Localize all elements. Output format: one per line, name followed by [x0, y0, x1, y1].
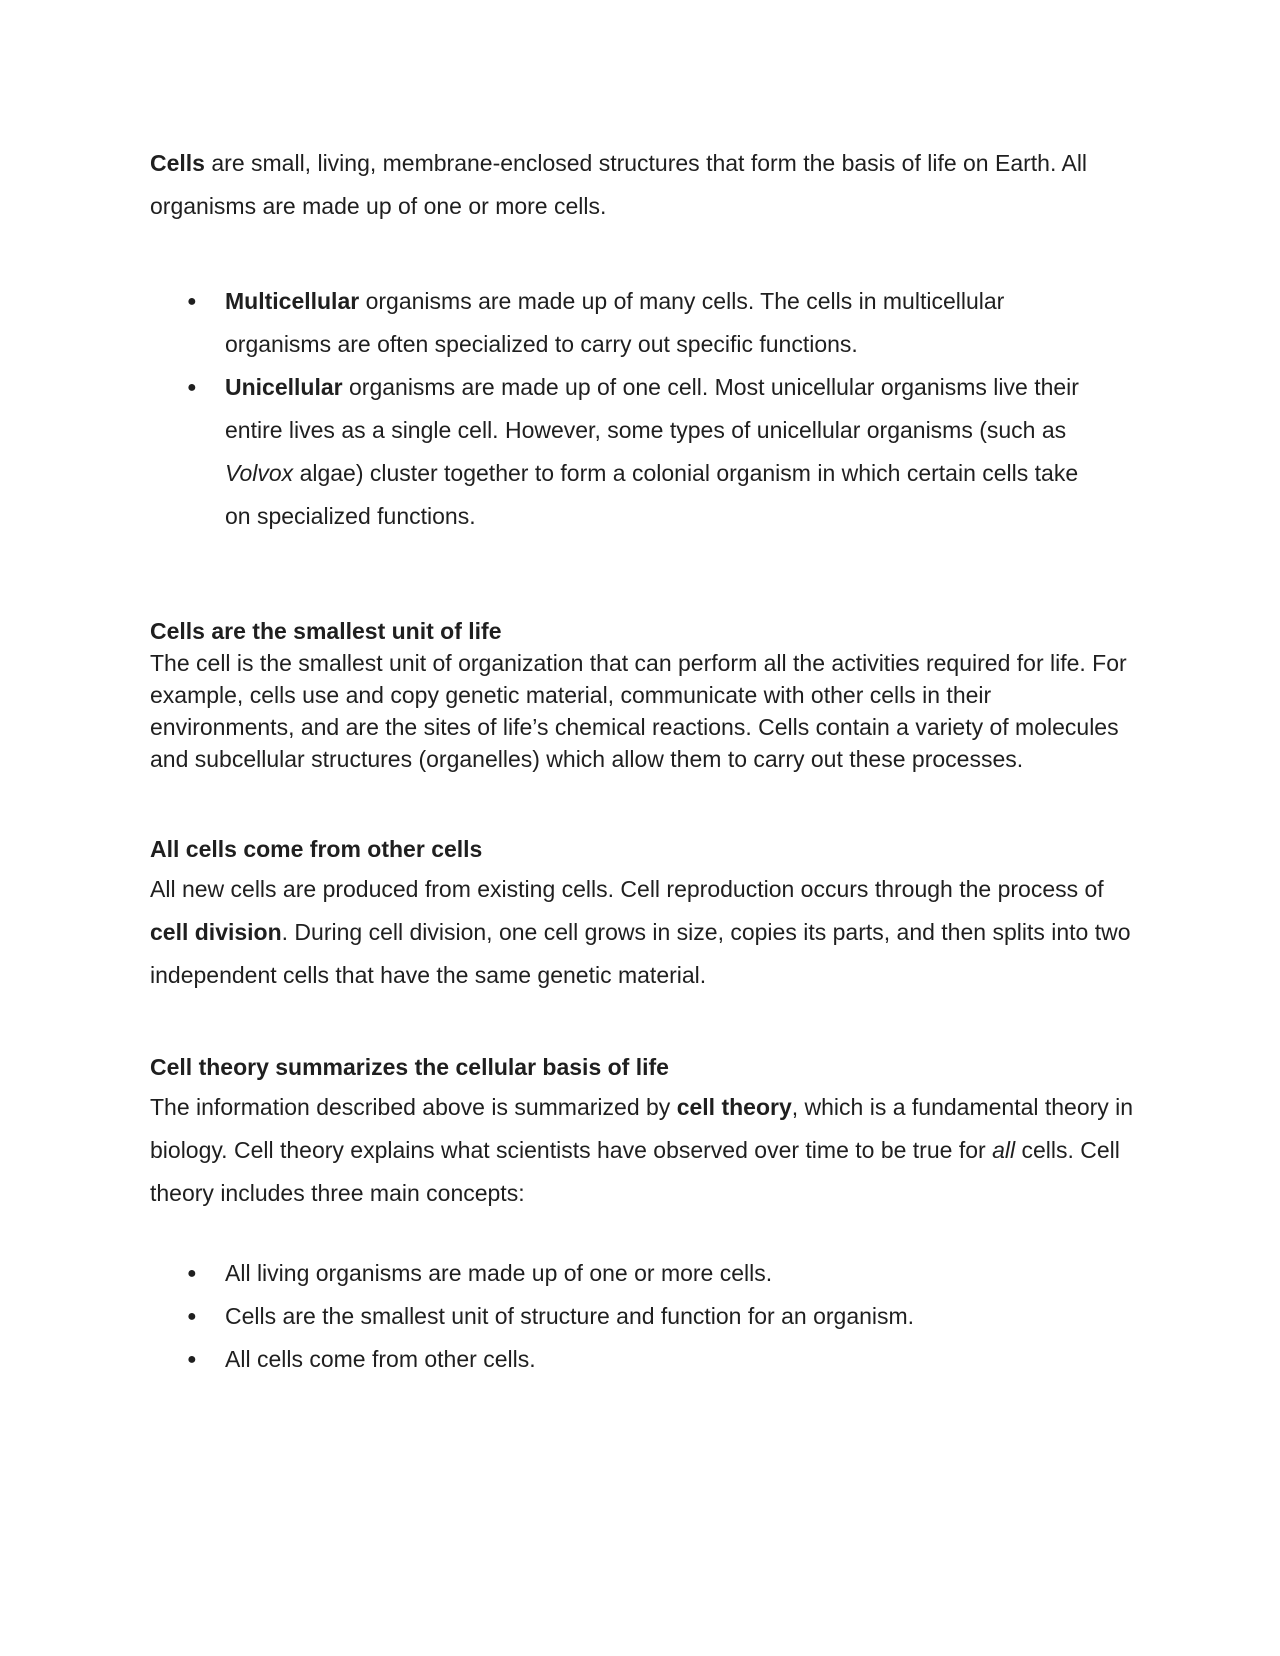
- section-heading: Cells are the smallest unit of life: [150, 618, 502, 644]
- intro-text: are small, living, membrane-enclosed structures that form the basis of life on Earth. All organisms are made up of one or more cells.: [150, 150, 1088, 219]
- section-cell-origin: [150, 832, 1135, 997]
- bullet-icon: ●: [187, 379, 197, 396]
- term-multicellular: Multicellular: [225, 288, 360, 314]
- list-item-text: All cells come from other cells.: [225, 1346, 536, 1372]
- list-item: [150, 1252, 1110, 1295]
- list-item: [150, 366, 1110, 538]
- list-item: [150, 1295, 1110, 1338]
- list-item-text: organisms are made up of one cell. Most unicellular organisms live their entire lives as a single cell. However, some types of unicellular organisms (such as: [225, 374, 1079, 443]
- section-heading: All cells come from other cells: [150, 836, 483, 862]
- bullet-icon: ●: [187, 1308, 197, 1325]
- bullet-icon: ●: [187, 1265, 197, 1282]
- list-item: [150, 1338, 1110, 1381]
- list-item-text: All living organisms are made up of one or more cells.: [225, 1260, 773, 1286]
- bullet-icon: ●: [187, 1351, 197, 1368]
- organism-types-list: [150, 280, 1110, 538]
- term-cell-theory: cell theory: [676, 1094, 792, 1120]
- list-item-text: Cells are the smallest unit of structure and function for an organism.: [225, 1303, 915, 1329]
- list-item-text: algae) cluster together to form a colonial organism in which certain cells take on specialized functions.: [225, 460, 1079, 529]
- intro-paragraph: [150, 142, 1135, 228]
- section-heading: Cell theory summarizes the cellular basis of life: [150, 1054, 669, 1080]
- intro-term: Cells: [150, 150, 205, 176]
- list-item: [150, 280, 1110, 366]
- section-body: All new cells are produced from existing cells. Cell reproduction occurs through the process of cell division. During cell division, one cell grows in size, copies its parts, and then splits into two independent cells that have the same genetic material.: [150, 876, 1131, 988]
- section-smallest-unit: [150, 615, 1135, 775]
- section-body: The information described above is summarized by cell theory, which is a fundamental theory in biology. Cell theory explains what scientists have observed over time to be true for all cells. Cell theory includes three main concepts:: [150, 1094, 1134, 1206]
- section-body: The cell is the smallest unit of organization that can perform all the activities required for life. For example, cells use and copy genetic material, communicate with other cells in their environments, and are the sites of life’s chemical reactions. Cells contain a variety of molecules and subcellular structures (organelles) which allow them to carry out these processes.: [150, 650, 1127, 772]
- term-unicellular: Unicellular: [225, 374, 343, 400]
- section-cell-theory: [150, 1050, 1135, 1215]
- cell-theory-concepts-list: [150, 1252, 1110, 1381]
- list-item-text: organisms are made up of many cells. The cells in multicellular organisms are often specialized to carry out specific functions.: [225, 288, 1005, 357]
- term-cell-division: cell division: [150, 919, 282, 945]
- italic-volvox: Volvox: [225, 460, 294, 486]
- italic-all: all: [992, 1137, 1016, 1163]
- bullet-icon: ●: [187, 293, 197, 310]
